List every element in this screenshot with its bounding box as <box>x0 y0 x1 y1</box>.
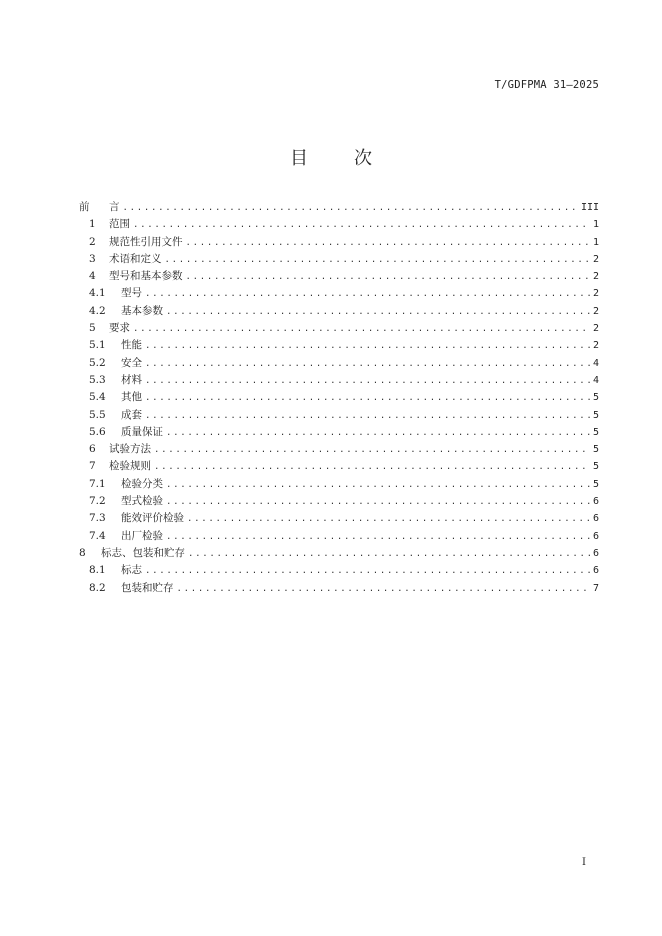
toc-entry-label: 型号 <box>121 287 142 300</box>
toc-dot-leader <box>188 546 590 563</box>
page-number: I <box>582 857 586 868</box>
toc-entry-page: III <box>580 202 599 213</box>
toc-entry-number: 4.2 <box>89 304 106 317</box>
toc-entry-label: 出厂检验 <box>121 529 163 542</box>
toc-entry-number: 7 <box>89 460 96 473</box>
toc-dot-leader <box>145 356 590 373</box>
toc-entry[interactable] <box>79 320 599 337</box>
toc-entry-page: 5 <box>592 426 599 438</box>
toc-entry[interactable] <box>79 303 599 320</box>
toc-dot-leader <box>177 581 590 598</box>
toc-entry[interactable] <box>79 407 599 424</box>
toc-dot-leader <box>145 373 590 390</box>
toc-entry-label: 质量保证 <box>121 425 163 438</box>
toc-entry-number: 8.1 <box>89 564 106 577</box>
toc-entry[interactable] <box>79 458 599 475</box>
toc-dot-leader <box>145 408 590 425</box>
toc-entry-number: 5.1 <box>89 339 106 352</box>
toc-entry-label: 基本参数 <box>121 304 163 317</box>
toc-entry[interactable] <box>79 562 599 579</box>
toc-entry[interactable] <box>79 424 599 441</box>
toc-entry[interactable] <box>79 285 599 302</box>
toc-entry-label: 检验分类 <box>121 477 163 490</box>
toc-entry-label: 试验方法 <box>109 443 151 456</box>
toc-entry[interactable] <box>79 337 599 354</box>
toc-dot-leader <box>145 390 590 407</box>
toc-entry-label: 性能 <box>121 339 142 352</box>
toc-entry-page: 5 <box>592 461 599 473</box>
toc-dot-leader <box>133 217 590 234</box>
toc-entry-number: 5.3 <box>89 373 106 386</box>
toc-dot-leader <box>145 286 590 303</box>
toc-entry[interactable] <box>79 493 599 510</box>
toc-entry[interactable] <box>79 372 599 389</box>
toc-entry-number: 2 <box>89 235 96 248</box>
toc-entry-page: 4 <box>592 357 599 369</box>
toc-entry-label: 型式检验 <box>121 495 163 508</box>
toc-entry[interactable] <box>79 510 599 527</box>
toc-entry[interactable] <box>79 199 599 216</box>
toc-entry[interactable] <box>79 355 599 372</box>
toc-entry-page: 7 <box>592 582 599 594</box>
toc-entry-label: 要求 <box>109 322 130 335</box>
toc-entry-number: 7.1 <box>89 477 106 490</box>
toc-dot-leader <box>186 235 590 252</box>
toc-dot-leader <box>166 477 590 494</box>
toc-dot-leader <box>187 511 590 528</box>
toc-entry-number: 7.3 <box>89 512 106 525</box>
toc-dot-leader <box>166 425 590 442</box>
toc-entry-number: 7.2 <box>89 495 106 508</box>
toc-entry-page: 5 <box>592 444 599 456</box>
toc-entry[interactable] <box>79 389 599 406</box>
toc-entry-label: 型号和基本参数 <box>109 270 183 283</box>
toc-entry-label: 标志 <box>121 564 142 577</box>
toc-dot-leader <box>145 563 590 580</box>
toc-entry-page: 2 <box>592 323 599 335</box>
toc-entry-page: 6 <box>592 565 599 577</box>
toc-entry-page: 6 <box>592 513 599 525</box>
toc-entry-label: 成套 <box>121 408 142 421</box>
toc-entry-page: 2 <box>592 340 599 352</box>
toc-entry-page: 4 <box>592 374 599 386</box>
toc-entry-number: 7.4 <box>89 529 106 542</box>
toc-entry-page: 2 <box>592 288 599 300</box>
toc-entry-page: 6 <box>592 547 599 559</box>
toc-entry[interactable] <box>79 234 599 251</box>
toc-entry-page: 2 <box>592 253 599 265</box>
toc-entry-number: 8.2 <box>89 581 106 594</box>
toc-entry[interactable] <box>79 528 599 545</box>
toc-entry[interactable] <box>79 545 599 562</box>
toc-entry-number: 8 <box>79 546 86 559</box>
toc-dot-leader <box>145 338 590 355</box>
toc-entry-label: 术语和定义 <box>109 252 162 265</box>
toc-entry[interactable] <box>79 441 599 458</box>
toc-entry-page: 6 <box>592 530 599 542</box>
toc-entry-number: 5.5 <box>89 408 106 421</box>
toc-dot-leader <box>154 459 590 476</box>
toc-entry-page: 1 <box>592 236 599 248</box>
toc-entry-label: 能效评价检验 <box>121 512 184 525</box>
toc-entry-number: 4 <box>89 270 96 283</box>
toc-entry-label: 材料 <box>121 373 142 386</box>
toc-entry-number: 5.4 <box>89 391 106 404</box>
toc-title-char-1: 目 <box>290 148 308 169</box>
document-code: T/GDFPMA 31—2025 <box>494 79 599 91</box>
toc-entry[interactable] <box>79 251 599 268</box>
toc-dot-leader <box>123 200 578 217</box>
table-of-contents <box>79 199 599 597</box>
toc-entry[interactable] <box>79 268 599 285</box>
toc-entry-page: 5 <box>592 478 599 490</box>
toc-entry[interactable] <box>79 476 599 493</box>
toc-entry-page: 5 <box>592 392 599 404</box>
toc-entry-page: 5 <box>592 409 599 421</box>
toc-entry-label: 其他 <box>121 391 142 404</box>
toc-entry-label: 范围 <box>109 218 130 231</box>
toc-dot-leader <box>166 529 590 546</box>
toc-entry-number: 1 <box>89 218 96 231</box>
toc-dot-leader <box>133 321 590 338</box>
toc-entry-label: 言 <box>109 201 120 213</box>
toc-entry-label: 标志、包装和贮存 <box>101 546 185 559</box>
toc-entry-number: 3 <box>89 252 96 265</box>
toc-entry-number: 4.1 <box>89 287 106 300</box>
toc-dot-leader <box>186 269 590 286</box>
toc-dot-leader <box>166 304 590 321</box>
toc-dot-leader <box>154 442 590 459</box>
toc-entry-number: 5.6 <box>89 425 106 438</box>
toc-entry-label: 检验规则 <box>109 460 151 473</box>
toc-entry[interactable] <box>79 580 599 597</box>
toc-entry-label: 规范性引用文件 <box>109 235 183 248</box>
toc-entry-number: 5 <box>89 322 96 335</box>
toc-entry-number: 5.2 <box>89 356 106 369</box>
toc-entry[interactable] <box>79 216 599 233</box>
toc-entry-label: 安全 <box>121 356 142 369</box>
toc-entry-number: 前 <box>79 201 90 213</box>
toc-dot-leader <box>166 494 590 511</box>
toc-title <box>0 144 662 170</box>
toc-entry-page: 2 <box>592 271 599 283</box>
toc-entry-number: 6 <box>89 443 96 456</box>
toc-dot-leader <box>165 252 590 269</box>
toc-title-char-2: 次 <box>354 148 372 169</box>
toc-entry-page: 1 <box>592 219 599 231</box>
toc-entry-label: 包装和贮存 <box>121 581 174 594</box>
toc-entry-page: 6 <box>592 496 599 508</box>
toc-entry-page: 2 <box>592 305 599 317</box>
